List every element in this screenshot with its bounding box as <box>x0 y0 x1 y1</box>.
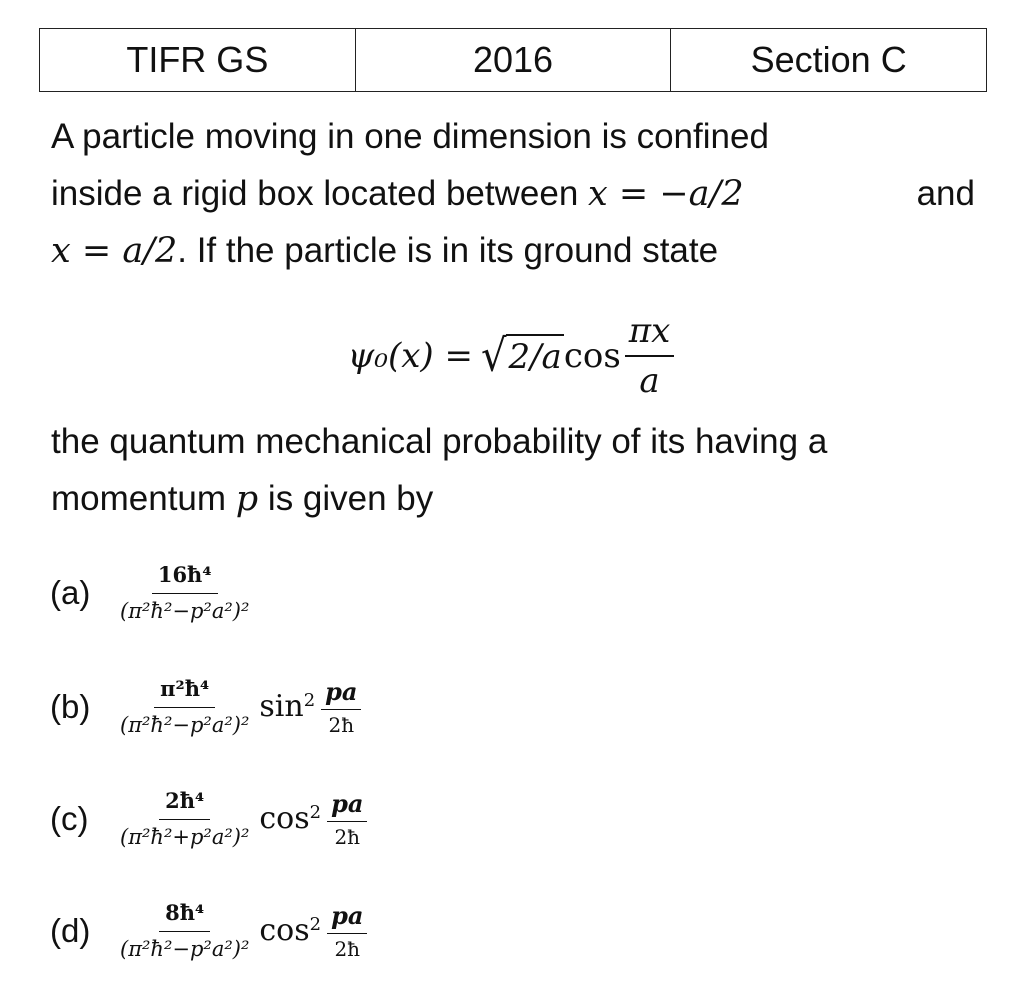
option-trig-func: sin <box>259 689 304 724</box>
option-trig <box>259 789 367 849</box>
question-bound-right: x = a/2 <box>51 231 178 271</box>
option-trig-func: cos <box>259 913 310 948</box>
option-a <box>50 562 249 623</box>
option-label: (c) <box>50 799 89 837</box>
option-denominator: (π²ħ²−p²a²)² <box>120 937 250 961</box>
question-line-2-text: inside a rigid box located between <box>51 174 589 213</box>
sqrt-symbol: √ <box>480 330 507 382</box>
question-line-5 <box>51 470 975 528</box>
option-trig-fraction <box>321 677 361 737</box>
header-exam: TIFR GS <box>40 29 356 92</box>
option-trig-denominator: 2ħ <box>334 936 361 961</box>
equation-numerator: πx <box>625 311 675 357</box>
option-trig-numerator: pa <box>321 677 361 710</box>
question-line-5-text: momentum <box>51 479 236 518</box>
option-trig-power: 2 <box>309 802 322 823</box>
equation-func: cos <box>563 336 621 376</box>
header-year: 2016 <box>355 29 671 92</box>
option-fraction <box>120 676 249 737</box>
option-numerator: 2ħ⁴ <box>159 788 210 820</box>
header-table <box>39 28 987 92</box>
question-bound-left: x = −a/2 <box>588 174 744 214</box>
option-trig-numerator: pa <box>327 901 367 934</box>
option-label: (a) <box>50 573 91 611</box>
option-trig-denominator: 2ħ <box>334 824 361 849</box>
option-fraction <box>120 788 249 849</box>
option-trig <box>259 677 361 737</box>
option-label: (d) <box>50 911 91 949</box>
option-trig-fraction <box>327 789 367 849</box>
option-trig <box>259 901 367 961</box>
option-trig-fraction <box>327 901 367 961</box>
option-trig-func: cos <box>259 801 310 836</box>
option-d <box>50 900 367 961</box>
option-b <box>50 676 361 737</box>
equation-denominator: a <box>639 361 660 401</box>
option-denominator: (π²ħ²+p²a²)² <box>120 825 250 849</box>
option-trig-power: 2 <box>309 914 322 935</box>
option-trig-power: 2 <box>303 690 316 711</box>
equation-sqrt <box>480 330 564 382</box>
option-trig-numerator: pa <box>327 789 367 822</box>
option-trig-denominator: 2ħ <box>328 712 355 737</box>
option-numerator: 16ħ⁴ <box>152 562 218 594</box>
option-fraction <box>120 900 249 961</box>
equation-fraction <box>625 311 675 401</box>
question-line-3 <box>51 222 975 280</box>
option-label: (b) <box>50 687 91 725</box>
equation-lhs: ψ₀(x) = <box>347 336 473 376</box>
option-denominator: (π²ħ²−p²a²)² <box>120 599 250 623</box>
equation-sqrt-content: 2/a <box>506 334 563 378</box>
option-numerator: 8ħ⁴ <box>159 900 210 932</box>
header-row <box>40 29 987 92</box>
question-line-3-text: . If the particle is in its ground state <box>177 231 719 270</box>
question-line-2-end: and <box>916 174 975 213</box>
option-fraction <box>120 562 249 623</box>
question-line-4: the quantum mechanical probability of its having a <box>51 422 828 461</box>
question-line-1: A particle moving in one dimension is confined <box>51 117 769 156</box>
question-line-2 <box>51 165 975 223</box>
option-denominator: (π²ħ²−p²a²)² <box>120 713 250 737</box>
question-line-5-end: is given by <box>258 479 434 518</box>
question-momentum: p <box>235 479 259 519</box>
header-section: Section C <box>671 29 987 92</box>
ground-state-equation <box>0 306 1026 406</box>
option-numerator: π²ħ⁴ <box>154 676 215 708</box>
option-c <box>50 788 367 849</box>
